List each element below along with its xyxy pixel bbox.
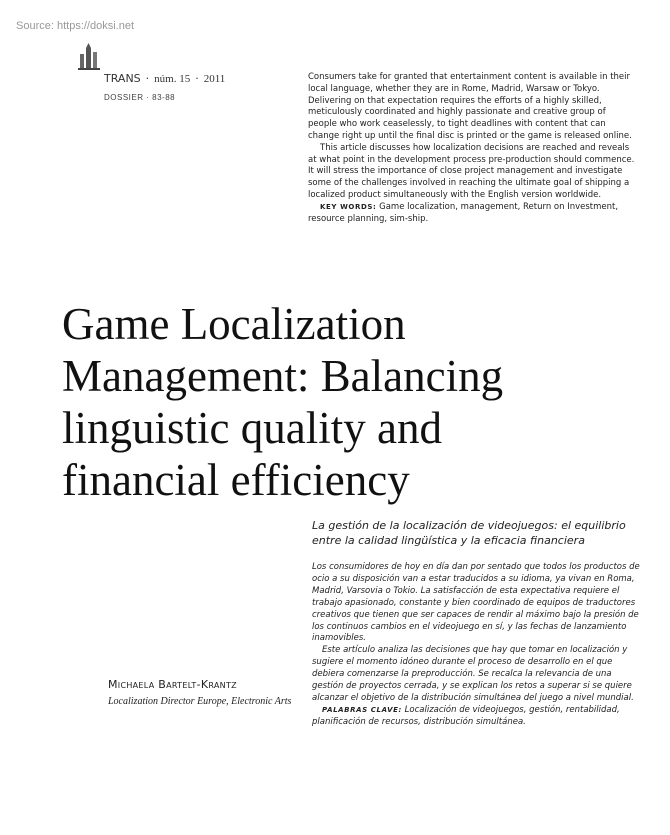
keywords-en-text: Game localization, management, Return on Investment, resource planning, sim-ship.	[308, 201, 619, 224]
article-title	[62, 298, 622, 506]
spanish-title-line-1: La gestión de la localización de videojuegos: el equilibrio	[312, 519, 626, 532]
section-label: DOSSIER	[104, 93, 144, 102]
abstract-es-paragraph-1: Los consumidores de hoy en día dan por sentado que todos los productos de ocio a su disposición van a estar traducidos a su idioma, ya vivan en Roma, Madrid, Varsovia o Tokio. La satisfacción de esta expectativa requiere el trabajo apasionado, constante y bien coordinado de equipos de traductores creativos que tienen que ser capaces de rendir al máximo bajo la presión de los continuos cambios en el videojuego en sí, y las fechas de lanzamiento inamovibles.	[312, 562, 640, 644]
journal-year: 2011	[203, 73, 226, 85]
journal-number: núm. 15	[154, 73, 191, 85]
journal-name: TRANS	[104, 72, 141, 85]
title-line-2: Management: Balancing	[62, 351, 504, 401]
keywords-es-label: PALABRAS CLAVE:	[322, 705, 402, 714]
building-logo-icon	[78, 42, 100, 70]
keywords-en	[308, 202, 636, 226]
abstract-en-paragraph-1: Consumers take for granted that entertainment content is available in their local language, whether they are in Rome, Madrid, Warsaw or Tokyo. Delivering on that expectation requires the efforts of a highly skilled, meticulously coordinated and highly passionate and creative group of people who work ceaselessly, to tight deadlines with content that can change right up until the final disc is printed or the game is released online.	[308, 72, 632, 141]
author-affiliation: Localization Director Europe, Electronic Arts	[108, 696, 292, 707]
keywords-es	[312, 705, 642, 729]
abstract-es-paragraph-2: Este artículo analiza las decisiones que hay que tomar en localización y sugiere el momento idóneo durante el proceso de desarrollo en el que debiera comenzarse la preproducción. Se recalca la relevancia de una gestión de proyectos cerrada, y se explican los retos a superar si se quiere alcanzar el objetivo de la distribución simultánea del juego a nivel mundial.	[312, 645, 634, 703]
author-name: Michaela Bartelt-Krantz	[108, 678, 237, 691]
keywords-es-text: Localización de videojuegos, gestión, rentabilidad, planificación de recursos, distribución simultánea.	[312, 704, 620, 727]
keywords-en-label: KEY WORDS:	[320, 202, 377, 211]
spanish-title-line-2: entre la calidad lingüística y la eficacia financiera	[312, 534, 585, 547]
dossier-line: DOSSIER · 83-88	[104, 93, 176, 102]
title-line-3: linguistic quality and	[62, 403, 442, 453]
abstract-spanish	[312, 562, 642, 729]
journal-header: TRANS · núm. 15 · 2011	[104, 72, 226, 85]
abstract-en-paragraph-2: This article discusses how localization decisions are reached and reveals at what point in the development process pre-production should commence. It will stress the importance of close project management and investigate some of the challenges involved in reaching the ultimate goal of shipping a localized product simultaneously with the English version worldwide.	[308, 142, 635, 200]
page-range: 83-88	[152, 93, 176, 102]
title-line-1: Game Localization	[62, 299, 406, 349]
abstract-english	[308, 72, 636, 225]
title-line-4: financial efficiency	[62, 455, 410, 505]
source-note: Source: https://doksi.net	[16, 20, 135, 32]
spanish-title	[312, 518, 642, 548]
